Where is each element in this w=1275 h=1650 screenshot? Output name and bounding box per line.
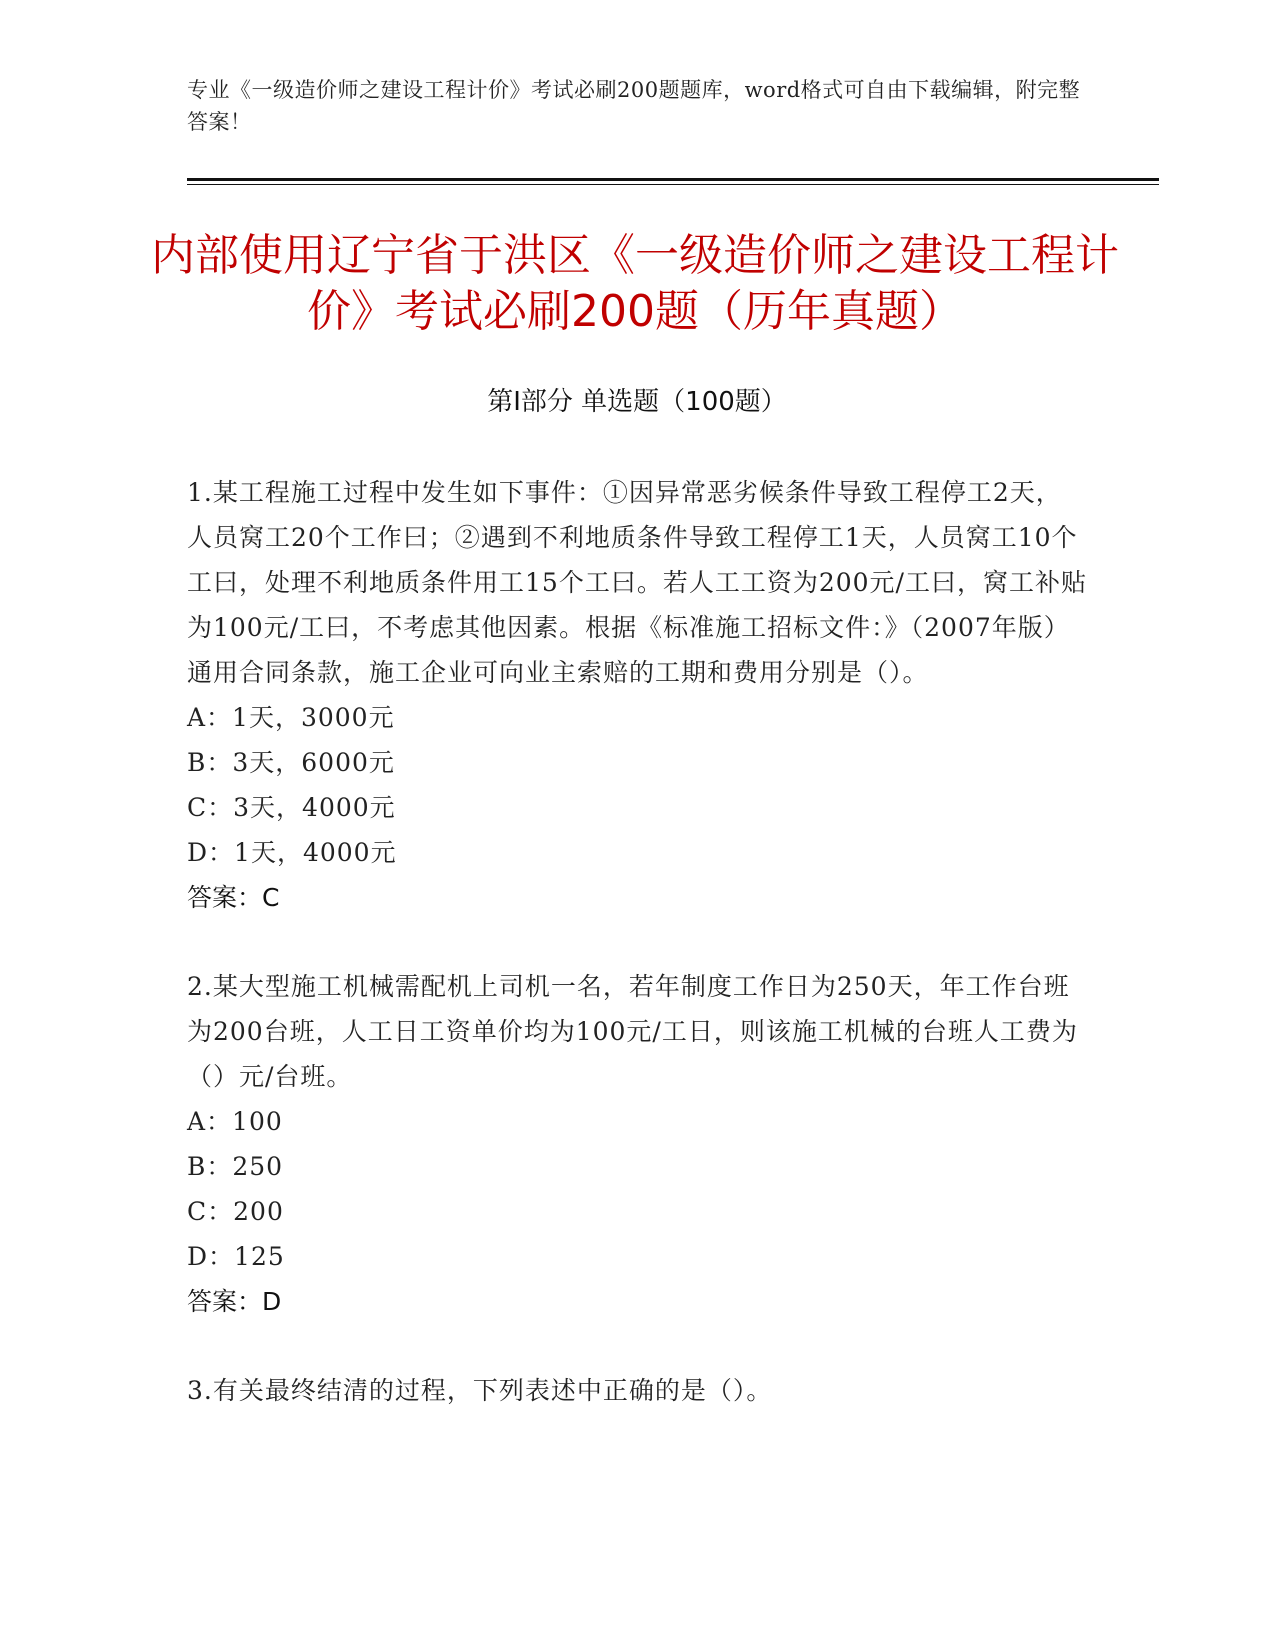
option-b: B：250 [187, 1152, 284, 1181]
header-rule-thin [187, 184, 1159, 185]
question-stem: 3.有关最终结清的过程，下列表述中正确的是（）。 [187, 1376, 773, 1405]
option-a: A：100 [187, 1107, 283, 1136]
header-rule-thick [187, 178, 1159, 181]
answer-label: 答案：D [187, 1287, 282, 1316]
question-stem: 2.某大型施工机械需配机上司机一名，若年制度工作日为250天，年工作台班为200台班，人工日工资单价均为100元/工日，则该施工机械的台班人工费为（）元/台班。 [187, 972, 1078, 1091]
option-d: D：1天，4000元 [187, 838, 397, 867]
option-d: D：125 [187, 1242, 285, 1271]
question-list [187, 470, 1087, 1457]
document-title: 内部使用辽宁省于洪区《一级造价师之建设工程计价》考试必刷200题（历年真题） [151, 230, 1119, 337]
answer-label: 答案：C [187, 883, 280, 912]
option-b: B：3天，6000元 [187, 748, 395, 777]
option-c: C：3天，4000元 [187, 793, 396, 822]
option-a: A：1天，3000元 [187, 703, 395, 732]
option-c: C：200 [187, 1197, 284, 1226]
question-1 [187, 470, 1087, 920]
question-3 [187, 1368, 1087, 1413]
section-title: 第I部分 单选题（100题） [487, 387, 787, 417]
question-stem: 1.某工程施工过程中发生如下事件：①因异常恶劣候条件导致工程停工2天，人员窝工20个工作曰；②遇到不利地质条件导致工程停工1天，人员窝工10个工曰，处理不利地质条件用工15个工曰。若人工工资为200元/工曰，窝工补贴为100元/工曰，不考虑其他因素。根据《标准施工招标文件：》（2007年版）通用合同条款，施工企业可向业主索赔的工期和费用分别是（）。 [187, 478, 1087, 687]
header-note: 专业《一级造价师之建设工程计价》考试必刷200题题库，word格式可自由下载编辑，附完整答案！ [187, 78, 1081, 134]
question-2 [187, 964, 1087, 1324]
